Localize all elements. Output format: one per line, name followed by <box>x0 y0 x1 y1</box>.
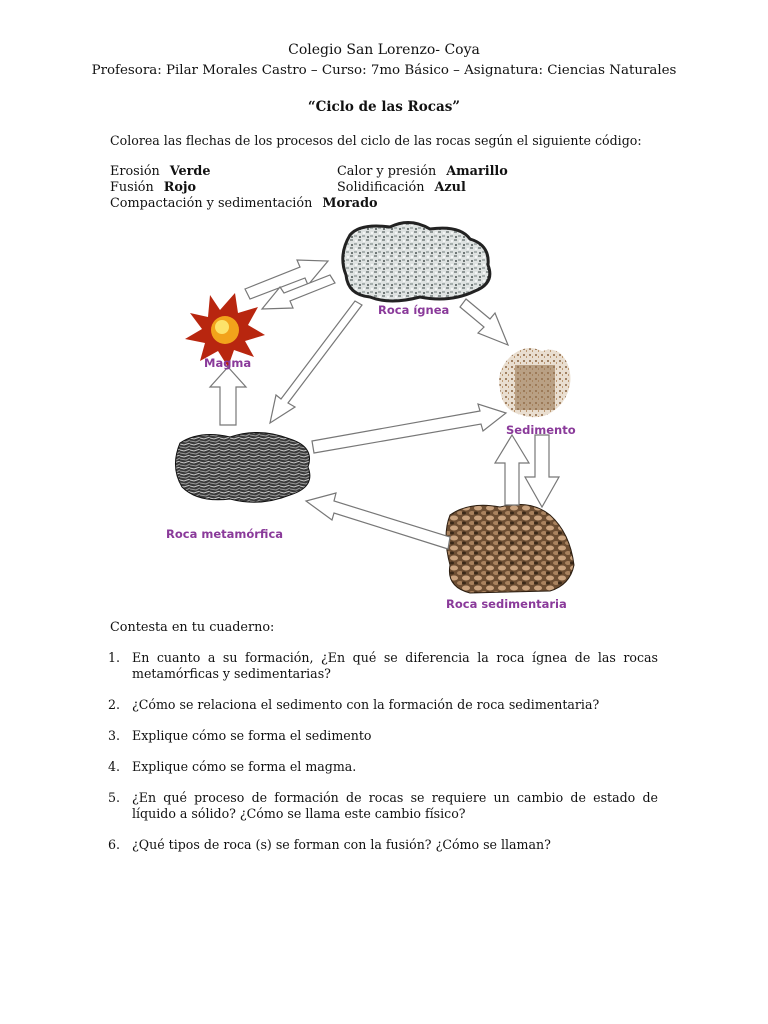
question-number: 2. <box>108 697 121 712</box>
question-item <box>108 790 658 822</box>
legend-process-label: Solidificación <box>337 180 425 195</box>
legend-process-label: Calor y presión <box>337 164 437 179</box>
label-magma: Magma <box>204 356 252 370</box>
rock-cycle-diagram <box>150 215 600 615</box>
question-number: 6. <box>108 837 121 852</box>
question-number: 1. <box>108 650 121 665</box>
question-text: ¿En qué proceso de formación de rocas se requiere un cambio de estado de líquido a sólido? ¿Cómo se llama este cambio físico? <box>132 790 658 821</box>
legend-process-label: Fusión <box>110 180 154 195</box>
question-number: 5. <box>108 790 121 805</box>
teacher-course-line: Profesora: Pilar Morales Castro – Curso: 7mo Básico – Asignatura: Ciencias Naturales <box>91 63 677 78</box>
legend-color-label: Morado <box>322 196 378 211</box>
legend-color-label: Amarillo <box>446 164 508 179</box>
question-item <box>108 697 658 713</box>
legend-fusion <box>110 180 196 195</box>
sediment-image <box>499 348 570 417</box>
answer-intro: Contesta en tu cuaderno: <box>110 620 275 635</box>
arrow-metamorphic-to-sediment <box>312 404 506 453</box>
question-text: ¿Cómo se relaciona el sedimento con la formación de roca sedimentaria? <box>132 697 600 712</box>
legend-solidification <box>337 180 466 195</box>
question-text: En cuanto a su formación, ¿En qué se diferencia la roca ígnea de las rocas metamórficas y sedimentarias? <box>132 650 658 681</box>
legend-color-label: Azul <box>434 180 466 195</box>
legend-process-label: Compactación y sedimentación <box>110 196 313 211</box>
metamorphic-rock-image <box>175 432 309 502</box>
question-number: 4. <box>108 759 121 774</box>
label-sediment: Sedimento <box>506 423 576 437</box>
question-item <box>108 650 658 682</box>
question-number: 3. <box>108 728 121 743</box>
legend-erosion <box>110 164 211 179</box>
label-igneous-rock: Roca ígnea <box>378 303 450 317</box>
arrow-metamorphic-to-magma <box>210 367 246 425</box>
legend-compaction <box>110 196 378 211</box>
question-item <box>108 728 658 744</box>
igneous-rock-image <box>343 222 490 301</box>
question-list <box>108 650 658 868</box>
question-text: Explique cómo se forma el magma. <box>132 759 357 774</box>
arrow-igneous-to-sediment <box>460 299 508 345</box>
question-text: ¿Qué tipos de roca (s) se forman con la fusión? ¿Cómo se llaman? <box>132 837 551 852</box>
question-item <box>108 759 658 775</box>
arrow-sediment-to-sedimentary <box>525 435 559 507</box>
legend-color-label: Verde <box>169 164 211 179</box>
sedimentary-rock-image <box>446 504 574 593</box>
label-sedimentary-rock: Roca sedimentaria <box>446 597 567 611</box>
legend-heat-pressure <box>337 164 508 179</box>
school-name: Colegio San Lorenzo- Coya <box>288 42 480 58</box>
legend-process-label: Erosión <box>110 164 160 179</box>
legend-color-label: Rojo <box>163 180 197 195</box>
label-metamorphic-rock: Roca metamórfica <box>166 527 284 541</box>
arrow-igneous-to-metamorphic <box>270 301 362 423</box>
worksheet-title: “Ciclo de las Rocas” <box>307 99 461 115</box>
question-item <box>108 837 658 853</box>
question-text: Explique cómo se forma el sedimento <box>132 728 372 743</box>
arrow-sedimentary-to-sediment <box>495 435 529 505</box>
coloring-instruction: Colorea las flechas de los procesos del ciclo de las rocas según el siguiente código: <box>110 133 642 148</box>
arrow-sedimentary-to-metamorphic <box>306 493 450 549</box>
rock-cycle-svg <box>150 215 600 615</box>
